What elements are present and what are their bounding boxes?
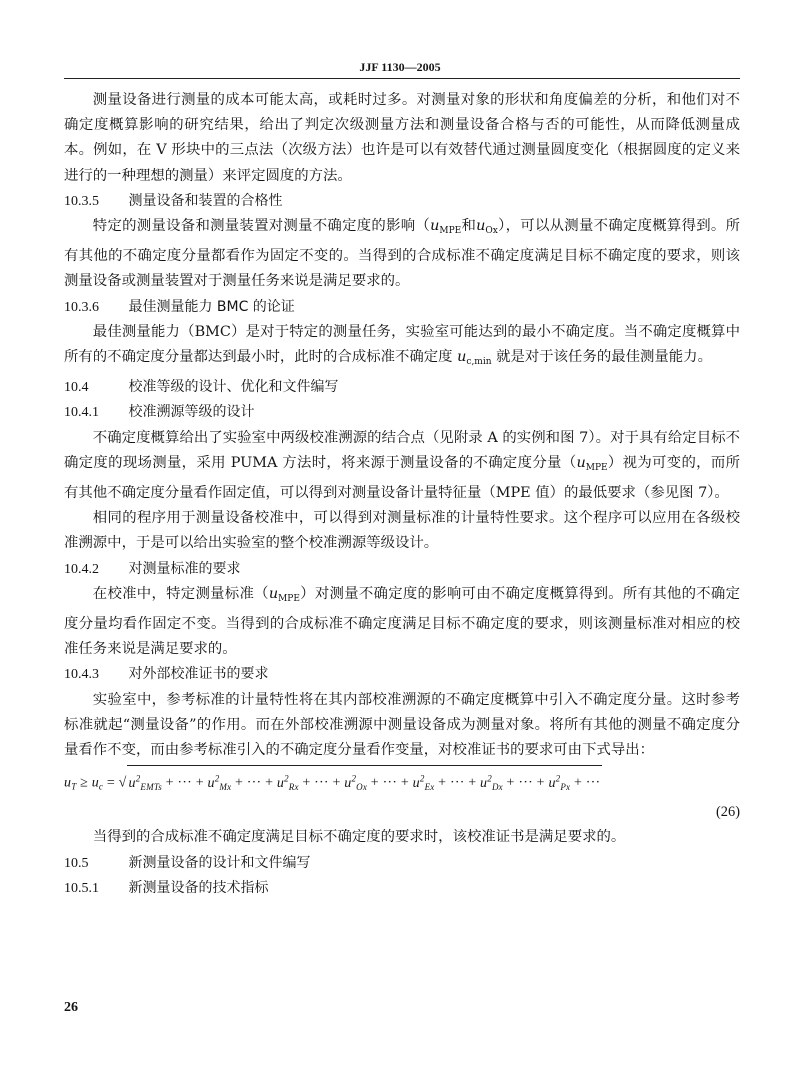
section-heading-10-5 [64,851,740,876]
section-number: 10.4.1 [64,405,99,421]
symbol-subscript: MPE [439,226,462,237]
formula-subscript: EMTs [140,781,162,792]
sqrt-radicand [127,765,603,800]
paragraph: 测量设备进行测量的成本可能太高，或耗时过多。对测量对象的形状和角度偏差的分析，和他们对不确定度概算影响的研究结果，给出了判定次级测量方法和测量设备合格与否的可能性，从而降低测量成本。例如，在 V 形块中的三点法（次级方法）也许是可以有效替代通过测量圆度变化（根据圆度的定义来进行的一种理想的测量）来评定圆度的方法。 [64,92,740,184]
section-title: 校准等级的设计、优化和文件编写 [128,379,339,396]
formula-term [128,773,162,792]
paragraph [64,320,740,375]
symbol-subscript: Ox [485,226,498,237]
formula-superscript: 2 [135,773,141,784]
header-rule [64,78,740,79]
section-heading-10-4-1 [64,400,740,425]
paragraph: 相同的程序用于测量设备校准中，可以得到对测量标准的计量特性要求。这个程序可以应用在各级校准溯源中，于是可以给出实验室的整个校准溯源等级设计。 [64,510,740,552]
text-run: 和 [461,218,477,235]
formula-term [207,773,232,792]
text-run: 最佳测量能力（BMC）是对于特定的测量任务，实验室可能达到的最小不确定度。当不确定度概算中所有的不确定度分量都达到最小时，此时的合成标准不确定度 [64,323,740,366]
formula-term [276,773,299,792]
formula-subscript: Dx [491,781,503,792]
equation-number: (26) [716,804,740,821]
formula-operator: + ··· + [367,775,413,791]
section-title: 对外部校准证书的要求 [128,666,269,683]
symbol: u [576,454,586,471]
text-run: ）视为可变的，而所有其他不确定度分量看作固定值，可以得到对测量设备计量特征量（MPE 值）的最低要求（参见图 7）。 [64,454,740,502]
page-number: 26 [64,1000,78,1015]
formula-subscript: T [71,781,77,792]
formula-term [412,773,435,792]
formula-symbol: u [412,775,420,791]
paragraph: 当得到的合成标准不确定度满足目标不确定度的要求时，该校准证书是满足要求的。 [92,829,626,846]
text-run: 就是对于该任务的最佳测量能力。 [491,349,712,366]
formula-subscript: Rx [288,781,299,792]
formula-operator: + ··· + [434,775,481,791]
formula-symbol: u [276,775,285,791]
section-title: 最佳测量能力 BMC 的论证 [128,298,295,315]
section-number: 10.3.6 [64,299,99,315]
section-title: 对测量标准的要求 [128,560,241,577]
formula-superscript: 2 [419,773,425,784]
document-body [64,88,740,901]
sqrt-sign: √ [118,775,127,791]
formula-operator: + ··· + [502,775,549,791]
formula-symbol: u [128,775,136,791]
formula-term [548,773,571,792]
formula-symbol: u [91,775,99,791]
text-run: 不确定度概算给出了实验室中两级校准溯源的结合点（见附录 A 的实例和图 7）。对于具有给定目标不确定度的现场测量，采用 PUMA 方法时，将来源于测量设备的不确定度分量（ [64,429,740,471]
section-heading-10-4-3 [64,662,740,687]
section-number: 10.4.3 [64,667,99,683]
symbol: u [430,218,440,235]
formula-subscript: Ex [424,781,435,792]
symbol: u [268,585,279,602]
formula-superscript: 2 [555,773,561,784]
symbol-subscript: c,min [466,357,492,368]
text-run: ），可以从测量不确定度概算得到。所有其他的不确定度分量都看作为固定不变的。当得到的合成标准不确定度满足目标不确定度的要求，则该测量设备或测量装置对于测量任务来说是满足要求的。 [64,218,740,290]
formula-superscript: 2 [284,773,289,784]
symbol-subscript: MPE [278,593,300,604]
section-heading-10-4 [64,375,740,400]
formula-subscript: Ox [356,781,368,792]
formula-operator: ≥ [76,775,92,791]
formula-symbol: u [344,775,352,791]
formula-operator: + ··· [570,775,601,791]
formula-superscript: 2 [214,773,220,784]
formula-subscript: Px [560,781,571,792]
section-heading-10-3-5 [64,189,740,214]
section-number: 10.5 [64,855,89,871]
text-run: 特定的测量设备和测量装置对测量不确定度的影响（ [92,218,431,235]
equation-26 [64,765,740,800]
formula-subscript: Mx [219,781,232,792]
section-number: 10.3.5 [64,193,99,209]
formula-term [480,773,503,792]
formula-operator: + ··· + [161,775,208,791]
formula-operator: + ··· + [298,775,345,791]
section-heading-10-4-2 [64,557,740,582]
paragraph [64,426,740,507]
document-code-header: JJF 1130—2005 [359,60,441,74]
section-number: 10.4.2 [64,561,99,577]
formula-subscript: c [98,781,104,792]
paragraph: 实验室中，参考标准的计量特性将在其内部校准溯源的不确定度概算中引入不确定度分量。这时参考标准就起“测量设备”的作用。而在外部校准溯源中测量设备成为测量对象。将所有其他的测量不确定度分量看作不变，而由参考标准引入的不确定度分量看作变量，对校准证书的要求可由下式导出： [64,691,740,759]
section-number: 10.5.1 [64,880,99,896]
symbol-subscript: MPE [585,462,608,473]
paragraph [64,214,740,295]
section-title: 校准溯源等级的设计 [128,404,255,421]
paragraph [64,582,740,663]
formula-operator: = [103,775,119,791]
formula-symbol: u [207,775,215,791]
symbol: u [476,218,486,235]
text-run: 在校准中，特定测量标准（ [92,585,269,602]
formula-symbol: u [480,775,488,791]
formula-operator: + ··· + [231,775,277,791]
section-title: 新测量设备的设计和文件编写 [128,854,311,871]
section-heading-10-5-1 [64,876,740,901]
text-run: ）对测量不确定度的影响可由不确定度概算得到。所有其他的不确定度分量均看作固定不变。当得到的合成标准不确定度满足目标不确定度的要求，则该测量标准对相应的校准任务来说是满足要求的。 [64,585,740,658]
formula-superscript: 2 [351,773,357,784]
formula-symbol: u [548,775,556,791]
section-title: 测量设备和装置的合格性 [128,192,283,209]
section-title: 新测量设备的技术指标 [128,879,269,896]
formula-superscript: 2 [487,773,492,784]
section-number: 10.4 [64,380,89,396]
section-heading-10-3-6 [64,295,740,320]
symbol: u [457,349,467,366]
formula-symbol: u [64,775,72,791]
formula-term [344,773,368,792]
